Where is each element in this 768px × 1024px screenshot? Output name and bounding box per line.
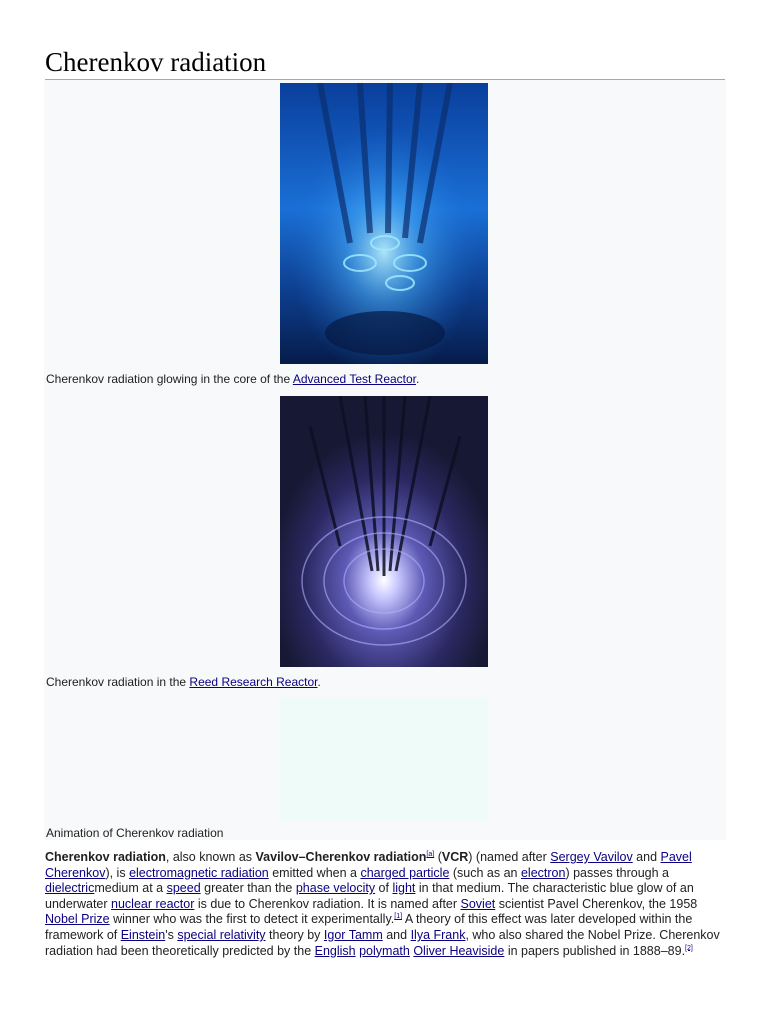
charged-particle-link[interactable]: charged particle (360, 865, 450, 880)
body-text: and (382, 927, 411, 942)
nobel-prize-link[interactable]: Nobel Prize (45, 912, 110, 927)
sergey-vavilov-link[interactable]: Sergey Vavilov (550, 850, 633, 864)
body-text: scientist Pavel Cherenkov, the 1958 (495, 896, 698, 911)
cherenkov-animation[interactable] (280, 697, 488, 820)
reference-a[interactable]: [a] (426, 850, 435, 858)
body-text: of (375, 881, 393, 896)
caption-text: Cherenkov radiation glowing in the core of the (46, 372, 293, 386)
special-relativity-link[interactable]: special relativity (177, 927, 266, 942)
soviet-link[interactable]: Soviet (460, 896, 496, 911)
body-text: is due to Cherenkov radiation. It is named after (194, 896, 461, 911)
body-text: 's (165, 927, 178, 942)
body-text: , also known as (165, 850, 256, 864)
caption-text: Cherenkov radiation in the (46, 675, 190, 689)
body-text: winner who was the first to detect it experimentally. (109, 912, 395, 927)
polymath-link[interactable]: polymath (359, 943, 410, 958)
ilya-frank-link[interactable]: Ilya Frank (410, 927, 466, 942)
advanced-test-reactor-image[interactable] (280, 83, 488, 364)
caption-animation: Animation of Cherenkov radiation (46, 826, 224, 840)
body-text: ) (named after (468, 850, 551, 864)
bold-term: Cherenkov radiation (45, 850, 166, 864)
igor-tamm-link[interactable]: Igor Tamm (323, 927, 383, 942)
caption-advanced-test-reactor (46, 371, 419, 387)
electron-link[interactable]: electron (520, 865, 566, 880)
body-text: emitted when a (268, 865, 361, 880)
nuclear-reactor-link[interactable]: nuclear reactor (111, 896, 195, 911)
reed-research-reactor-image[interactable] (280, 396, 488, 667)
advanced-test-reactor-link[interactable]: Advanced Test Reactor (292, 372, 417, 386)
electromagnetic-radiation-link[interactable]: electromagnetic radiation (129, 865, 269, 880)
caption-text: . (416, 372, 420, 386)
body-text: in papers published in 1888–89. (504, 943, 686, 958)
body-text: ( (434, 850, 442, 864)
einstein-link[interactable]: Einstein (120, 927, 166, 942)
body-text: , who also shared the Nobel Prize. Cherenkov radiation had been theoretically predicted by the (45, 927, 720, 958)
pavel-cherenkov-link[interactable]: Pavel Cherenkov (45, 850, 692, 880)
reed-research-reactor-link[interactable]: Reed Research Reactor (189, 675, 318, 689)
body-text: ) passes through a (565, 865, 670, 880)
body-text: greater than the (200, 881, 296, 896)
page-title: Cherenkov radiation (45, 47, 267, 77)
bold-term: VCR (441, 850, 469, 864)
body-text: A theory of this effect was later developed within the framework of (45, 912, 693, 942)
english-link[interactable]: English (314, 943, 356, 958)
phase-velocity-link[interactable]: phase velocity (295, 881, 376, 896)
body-text: in that medium. The characteristic blue glow of an underwater (45, 881, 694, 911)
speed-link[interactable]: speed (166, 881, 201, 896)
body-text: and (632, 850, 661, 864)
caption-reed-research-reactor (46, 674, 321, 690)
body-text: (such as an (449, 865, 521, 880)
intro-paragraph (45, 850, 725, 959)
caption-text: . (317, 675, 321, 689)
body-text: theory by (265, 927, 324, 942)
light-link[interactable]: light (392, 881, 416, 896)
oliver-heaviside-link[interactable]: Oliver Heaviside (413, 943, 505, 958)
body-text: medium at a (94, 881, 167, 896)
reference-2[interactable]: [2] (685, 944, 693, 952)
bold-term: Vavilov–Cherenkov radiation (255, 850, 427, 864)
body-text: ), is (105, 865, 130, 880)
dielectric-link[interactable]: dielectric (45, 881, 95, 896)
reference-1[interactable]: [1] (394, 913, 403, 921)
